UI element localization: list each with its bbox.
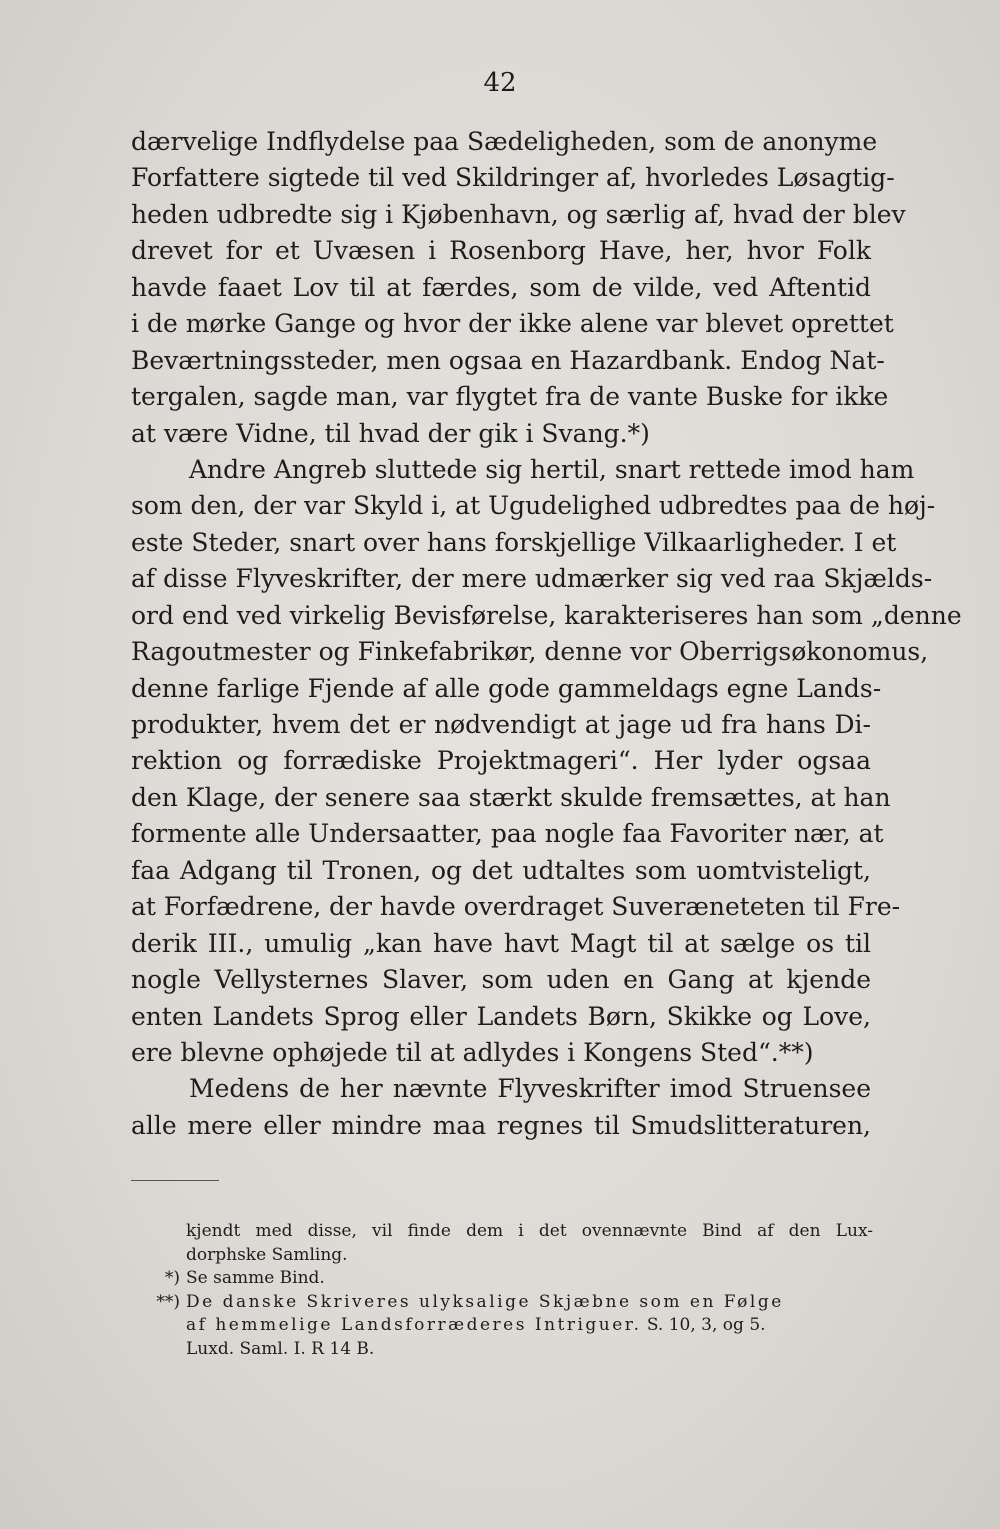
footnote-1 [131, 1267, 873, 1291]
footnote-continuation-line: kjendt med disse, vil finde dem i det ovennævnte Bind af den Lux- [186, 1221, 873, 1241]
text-line: den Klage, der senere saa stærkt skulde fremsættes, at han [131, 782, 891, 812]
page-number: 42 [483, 68, 517, 98]
footnote-marker: **) [156, 1291, 180, 1312]
text-line: nogle Vellysternes Slaver, som uden en Gang at kjende [131, 965, 871, 995]
text-line: Forfattere sigtede til ved Skildringer af, hvorledes Løsagtig- [131, 163, 895, 193]
text-line: ord end ved virkelig Bevisførelse, karakteriseres han som „denne [131, 600, 962, 630]
footnote-text: De danske Skriveres ulyksalige Skjæbne som en Følge [186, 1291, 784, 1312]
text-line: dærvelige Indflydelse paa Sædeligheden, som de anonyme [131, 127, 878, 156]
footnote-marker: *) [164, 1268, 180, 1288]
footnote-2 [131, 1291, 873, 1315]
footnote-text: S. 10, 3, og 5. [641, 1315, 766, 1335]
footnote-continuation-line: dorphske Samling. [186, 1244, 348, 1265]
text-line: faa Adgang til Tronen, og det udtaltes som uomtvisteligt, [131, 855, 871, 885]
footnote-separator [131, 1180, 219, 1181]
footnote-text: Se samme Bind. [186, 1268, 325, 1288]
footnote-text: af hemmelige Landsforræderes Intriguer. [186, 1315, 642, 1335]
text-line: at være Vidne, til hvad der gik i Svang.*) [131, 418, 650, 448]
text-line: alle mere eller mindre maa regnes til Smudslitteraturen, [131, 1110, 871, 1140]
text-line: Beværtningssteder, men ogsaa en Hazardbank. Endog Nat- [131, 345, 885, 375]
text-line: drevet for et Uvæsen i Rosenborg Have, her, hvor Folk [131, 236, 871, 266]
text-line: este Steder, snart over hans forskjellige Vilkaarligheder. I et [131, 527, 897, 557]
text-line: heden udbredte sig i Kjøbenhavn, og særlig af, hvad der blev [131, 199, 906, 229]
text-line: i de mørke Gange og hvor der ikke alene var blevet oprettet [131, 309, 894, 339]
text-line: Ragoutmester og Finkefabrikør, denne vor Oberrigsøkonomus, [131, 637, 929, 667]
body-text [131, 124, 962, 1144]
text-line: rektion og forrædiske Projektmageri“. Her lyder ogsaa [131, 746, 871, 776]
text-line: havde faaet Lov til at færdes, som de vilde, ved Aftentid [131, 272, 871, 302]
footnote-continuation-line: Luxd. Saml. I. R 14 B. [186, 1338, 375, 1359]
text-line: produkter, hvem det er nødvendigt at jage ud fra hans Di- [131, 710, 871, 739]
text-line: af disse Flyveskrifter, der mere udmærker sig ved raa Skjælds- [131, 564, 933, 594]
text-line: at Forfædrene, der havde overdraget Suveræneteten til Fre- [131, 892, 901, 922]
text-line: denne farlige Fjende af alle gode gammeldags egne Lands- [131, 673, 882, 703]
paragraph-start-line: Andre Angreb sluttede sig hertil, snart rettede imod ham [189, 454, 915, 484]
footnotes [131, 1220, 873, 1361]
text-line: som den, der var Skyld i, at Ugudelighed udbredtes paa de høj- [131, 491, 936, 521]
text-line: ere blevne ophøjede til at adlydes i Kongens Sted“.**) [131, 1037, 814, 1067]
footnote-continuation-line [131, 1314, 873, 1338]
paragraph-start-line: Medens de her nævnte Flyveskrifter imod Struensee [189, 1074, 871, 1104]
text-line: derik III., umulig „kan have havt Magt til at sælge os til [131, 928, 871, 958]
text-line: formente alle Undersaatter, paa nogle faa Favoriter nær, at [131, 819, 884, 849]
text-line: tergalen, sagde man, var flygtet fra de vante Buske for ikke [131, 382, 889, 412]
text-line: enten Landets Sprog eller Landets Børn, Skikke og Love, [131, 1001, 871, 1031]
